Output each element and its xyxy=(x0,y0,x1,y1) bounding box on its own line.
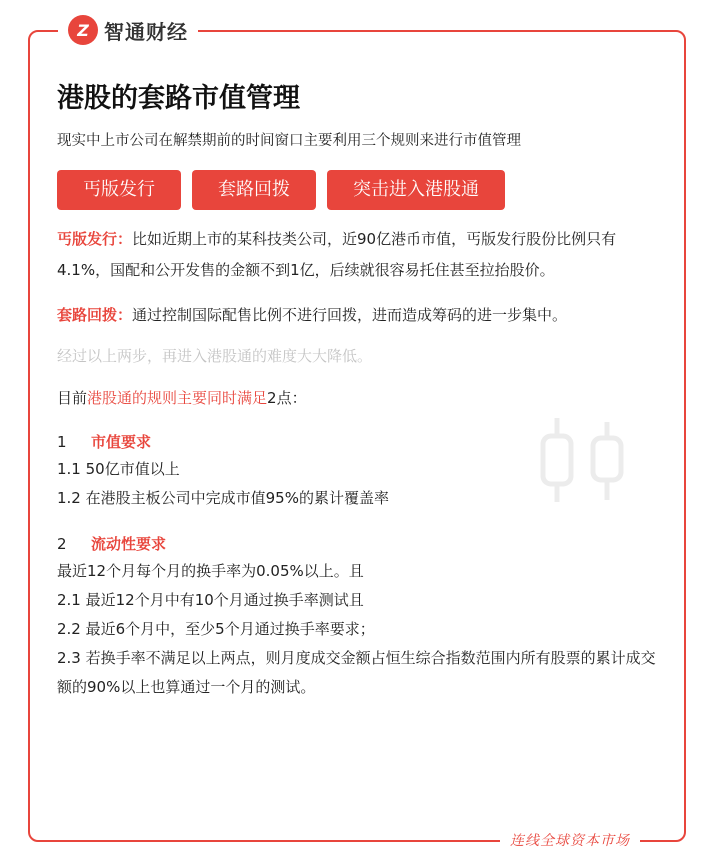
section-heading-1 xyxy=(57,429,669,455)
subtitle: 现实中上市公司在解禁期前的时间窗口主要利用三个规则来进行市值管理 xyxy=(57,133,521,149)
rules-intro-prefix: 目前 xyxy=(57,389,88,407)
list-item: 最近12个月每个月的换手率为0.05%以上。且 xyxy=(57,562,364,580)
article-content xyxy=(57,80,669,702)
list-item: 1.1 50亿市值以上 xyxy=(57,460,180,478)
paragraph-text: 比如近期上市的某科技类公司，近90亿港币市值，丐版发行股份比例只有4.1%，国配和公开发售的金额不到1亿，后续就很容易托住甚至拉抬股价。 xyxy=(57,230,617,279)
tag-row xyxy=(57,170,669,210)
tag-button-2[interactable]: 套路回拨 xyxy=(192,170,316,210)
footer-slogan: 连线全球资本市场 xyxy=(500,830,640,850)
brand-header xyxy=(58,14,198,46)
paragraph-label: 丐版发行： xyxy=(57,230,133,248)
list-item: 1.2 在港股主板公司中完成市值95%的累计覆盖率 xyxy=(57,489,389,507)
note-text: 经过以上两步，再进入港股通的难度大大降低。 xyxy=(57,347,373,365)
brand-name: 智通财经 xyxy=(104,19,188,44)
brand-logo-icon: Z xyxy=(68,15,98,45)
rules-intro-highlight: 港股通的规则主要同时满足 xyxy=(87,389,268,407)
section-heading-2 xyxy=(57,531,669,557)
paragraph-beggar-issue xyxy=(57,224,669,286)
section-number: 2 xyxy=(57,535,67,553)
rules-intro xyxy=(57,385,669,411)
paragraph-label: 套路回拨： xyxy=(57,306,133,324)
tag-button-1[interactable]: 丐版发行 xyxy=(57,170,181,210)
tag-button-3[interactable]: 突击进入港股通 xyxy=(327,170,505,210)
section-number: 1 xyxy=(57,433,67,451)
paragraph-clawback xyxy=(57,300,669,331)
page-title: 港股的套路市值管理 xyxy=(57,83,300,114)
list-item: 2.2 最近6个月中，至少5个月通过换手率要求； xyxy=(57,620,375,638)
section-name: 市值要求 xyxy=(91,433,152,451)
list-item: 2.1 最近12个月中有10个月通过换手率测试且 xyxy=(57,591,364,609)
list-item: 2.3 若换手率不满足以上两点，则月度成交金额占恒生综合指数范围内所有股票的累计成交额的90%以上也算通过一个月的测试。 xyxy=(57,649,656,696)
rules-intro-suffix: 2点： xyxy=(267,389,307,407)
section-name: 流动性要求 xyxy=(91,535,167,553)
paragraph-text: 通过控制国际配售比例不进行回拨，进而造成筹码的进一步集中。 xyxy=(132,306,568,324)
